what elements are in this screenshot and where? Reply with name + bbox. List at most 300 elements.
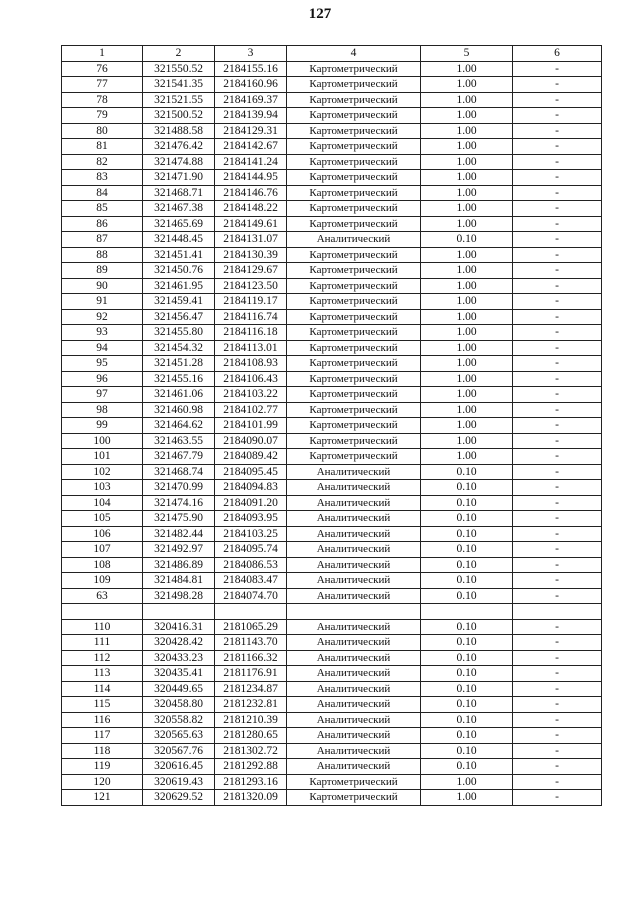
cell-accuracy: 0.10	[421, 743, 513, 759]
cell-note: -	[513, 681, 602, 697]
table-row	[62, 278, 602, 294]
table-row	[62, 294, 602, 310]
cell-method: Картометрический	[287, 108, 421, 124]
cell-coord-y: 2184103.25	[215, 526, 287, 542]
header-row	[62, 46, 602, 62]
table-row	[62, 604, 602, 620]
cell-coord-x: 321486.89	[143, 557, 215, 573]
cell-accuracy: 0.10	[421, 464, 513, 480]
cell-coord-y: 2184095.45	[215, 464, 287, 480]
cell-coord-y: 2184148.22	[215, 201, 287, 217]
header-cell: 1	[62, 46, 143, 62]
cell-note: -	[513, 61, 602, 77]
cell-point-number: 102	[62, 464, 143, 480]
cell-point-number: 116	[62, 712, 143, 728]
cell-method: Картометрический	[287, 325, 421, 341]
cell-method: Картометрический	[287, 154, 421, 170]
cell-point-number: 115	[62, 697, 143, 713]
cell-method: Аналитический	[287, 759, 421, 775]
cell-method: Аналитический	[287, 232, 421, 248]
cell-accuracy: 1.00	[421, 278, 513, 294]
cell-method: Картометрический	[287, 371, 421, 387]
cell-accuracy: 0.10	[421, 666, 513, 682]
cell-point-number: 106	[62, 526, 143, 542]
cell-point-number: 99	[62, 418, 143, 434]
cell-note: -	[513, 185, 602, 201]
table-row	[62, 588, 602, 604]
cell-point-number: 93	[62, 325, 143, 341]
cell-coord-y: 2184074.70	[215, 588, 287, 604]
table-row	[62, 542, 602, 558]
table-row	[62, 573, 602, 589]
cell-accuracy: 1.00	[421, 402, 513, 418]
cell-note: -	[513, 325, 602, 341]
cell-method: Картометрический	[287, 309, 421, 325]
cell-note: -	[513, 790, 602, 806]
table-row	[62, 170, 602, 186]
cell-coord-y: 2184093.95	[215, 511, 287, 527]
cell-method: Картометрический	[287, 216, 421, 232]
cell-note: -	[513, 557, 602, 573]
table-row	[62, 77, 602, 93]
cell-note: -	[513, 526, 602, 542]
cell-coord-x: 321550.52	[143, 61, 215, 77]
cell-method: Аналитический	[287, 542, 421, 558]
cell-point-number: 107	[62, 542, 143, 558]
cell-accuracy: 0.10	[421, 650, 513, 666]
cell-method: Аналитический	[287, 650, 421, 666]
table-row	[62, 480, 602, 496]
table-header	[62, 46, 602, 62]
table-row	[62, 216, 602, 232]
cell-coord-y: 2184131.07	[215, 232, 287, 248]
cell-note: -	[513, 588, 602, 604]
table-row	[62, 790, 602, 806]
cell-method: Аналитический	[287, 728, 421, 744]
cell-accuracy: 0.10	[421, 619, 513, 635]
cell-note: -	[513, 433, 602, 449]
cell-coord-y: 2184090.07	[215, 433, 287, 449]
cell-method: Картометрический	[287, 92, 421, 108]
table-row	[62, 619, 602, 635]
cell-method: Картометрический	[287, 356, 421, 372]
cell-accuracy: 0.10	[421, 511, 513, 527]
table-row	[62, 154, 602, 170]
cell-point-number: 109	[62, 573, 143, 589]
cell-note: -	[513, 170, 602, 186]
cell-note: -	[513, 309, 602, 325]
cell-point-number: 108	[62, 557, 143, 573]
table-row	[62, 681, 602, 697]
cell-note: -	[513, 232, 602, 248]
cell-accuracy: 1.00	[421, 418, 513, 434]
cell-note: -	[513, 635, 602, 651]
cell-method: Аналитический	[287, 511, 421, 527]
cell-coord-y: 2184094.83	[215, 480, 287, 496]
cell-coord-x: 321468.74	[143, 464, 215, 480]
cell-accuracy: 0.10	[421, 495, 513, 511]
cell-accuracy: 1.00	[421, 170, 513, 186]
cell-note: -	[513, 247, 602, 263]
table-row	[62, 511, 602, 527]
cell-coord-y: 2181210.39	[215, 712, 287, 728]
cell-coord-x: 320565.63	[143, 728, 215, 744]
cell-point-number: 110	[62, 619, 143, 635]
cell-note	[513, 604, 602, 620]
table-row	[62, 728, 602, 744]
cell-coord-y: 2181280.65	[215, 728, 287, 744]
cell-coord-x	[143, 604, 215, 620]
cell-coord-y: 2184108.93	[215, 356, 287, 372]
cell-note: -	[513, 216, 602, 232]
cell-accuracy: 1.00	[421, 433, 513, 449]
table-row	[62, 387, 602, 403]
cell-accuracy: 0.10	[421, 681, 513, 697]
cell-point-number: 111	[62, 635, 143, 651]
cell-coord-x: 321463.55	[143, 433, 215, 449]
table-row	[62, 247, 602, 263]
cell-method: Аналитический	[287, 557, 421, 573]
cell-coord-x: 321482.44	[143, 526, 215, 542]
cell-accuracy: 1.00	[421, 387, 513, 403]
cell-accuracy: 0.10	[421, 759, 513, 775]
cell-method: Аналитический	[287, 743, 421, 759]
cell-coord-y: 2184142.67	[215, 139, 287, 155]
cell-coord-x: 321467.38	[143, 201, 215, 217]
cell-point-number: 113	[62, 666, 143, 682]
cell-method: Аналитический	[287, 712, 421, 728]
header-cell: 5	[421, 46, 513, 62]
cell-method: Аналитический	[287, 635, 421, 651]
cell-accuracy: 0.10	[421, 480, 513, 496]
table-row	[62, 263, 602, 279]
cell-note: -	[513, 542, 602, 558]
cell-point-number: 96	[62, 371, 143, 387]
cell-coord-x: 321475.90	[143, 511, 215, 527]
cell-coord-y: 2184089.42	[215, 449, 287, 465]
cell-point-number: 97	[62, 387, 143, 403]
cell-coord-x: 321455.80	[143, 325, 215, 341]
cell-accuracy: 1.00	[421, 139, 513, 155]
cell-coord-y: 2184129.67	[215, 263, 287, 279]
cell-coord-y: 2184149.61	[215, 216, 287, 232]
header-cell: 4	[287, 46, 421, 62]
cell-accuracy: 1.00	[421, 201, 513, 217]
cell-method: Аналитический	[287, 573, 421, 589]
table-row	[62, 108, 602, 124]
cell-note: -	[513, 573, 602, 589]
cell-coord-y: 2184139.94	[215, 108, 287, 124]
cell-note: -	[513, 154, 602, 170]
cell-coord-y: 2184091.20	[215, 495, 287, 511]
cell-coord-x: 321476.42	[143, 139, 215, 155]
cell-accuracy: 1.00	[421, 123, 513, 139]
cell-accuracy: 1.00	[421, 108, 513, 124]
cell-coord-y: 2184086.53	[215, 557, 287, 573]
cell-note: -	[513, 650, 602, 666]
cell-note: -	[513, 201, 602, 217]
cell-point-number: 95	[62, 356, 143, 372]
cell-coord-y: 2184169.37	[215, 92, 287, 108]
cell-coord-x: 320433.23	[143, 650, 215, 666]
cell-coord-x: 321450.76	[143, 263, 215, 279]
cell-coord-x: 320416.31	[143, 619, 215, 635]
cell-point-number: 87	[62, 232, 143, 248]
cell-method: Аналитический	[287, 526, 421, 542]
cell-point-number: 78	[62, 92, 143, 108]
cell-point-number: 119	[62, 759, 143, 775]
table-row	[62, 635, 602, 651]
cell-accuracy: 1.00	[421, 247, 513, 263]
cell-note: -	[513, 464, 602, 480]
cell-accuracy: 0.10	[421, 635, 513, 651]
cell-coord-x: 321460.98	[143, 402, 215, 418]
cell-coord-y: 2184160.96	[215, 77, 287, 93]
cell-coord-x: 321470.99	[143, 480, 215, 496]
cell-coord-y: 2181293.16	[215, 774, 287, 790]
cell-point-number: 101	[62, 449, 143, 465]
cell-note: -	[513, 278, 602, 294]
cell-method: Картометрический	[287, 774, 421, 790]
table-row	[62, 340, 602, 356]
header-cell: 2	[143, 46, 215, 62]
cell-coord-x: 320449.65	[143, 681, 215, 697]
cell-coord-x: 321464.62	[143, 418, 215, 434]
cell-note: -	[513, 619, 602, 635]
cell-note: -	[513, 294, 602, 310]
cell-accuracy: 1.00	[421, 92, 513, 108]
cell-accuracy: 1.00	[421, 61, 513, 77]
cell-point-number: 88	[62, 247, 143, 263]
cell-method: Картометрический	[287, 185, 421, 201]
cell-point-number: 81	[62, 139, 143, 155]
cell-point-number: 77	[62, 77, 143, 93]
cell-coord-y: 2184106.43	[215, 371, 287, 387]
table-row	[62, 650, 602, 666]
cell-method: Аналитический	[287, 681, 421, 697]
cell-method: Картометрический	[287, 170, 421, 186]
cell-note: -	[513, 712, 602, 728]
header-cell: 3	[215, 46, 287, 62]
cell-point-number: 89	[62, 263, 143, 279]
cell-note: -	[513, 387, 602, 403]
cell-coord-x: 321474.16	[143, 495, 215, 511]
cell-coord-y: 2181292.88	[215, 759, 287, 775]
cell-coord-x: 321461.06	[143, 387, 215, 403]
cell-method: Аналитический	[287, 495, 421, 511]
cell-point-number: 76	[62, 61, 143, 77]
table-row	[62, 449, 602, 465]
cell-method: Картометрический	[287, 433, 421, 449]
cell-accuracy: 1.00	[421, 263, 513, 279]
cell-coord-x: 321521.55	[143, 92, 215, 108]
table-row	[62, 697, 602, 713]
cell-point-number: 103	[62, 480, 143, 496]
cell-coord-y: 2181234.87	[215, 681, 287, 697]
cell-accuracy: 0.10	[421, 712, 513, 728]
table-row	[62, 526, 602, 542]
cell-accuracy: 1.00	[421, 309, 513, 325]
cell-method: Картометрический	[287, 77, 421, 93]
cell-point-number: 91	[62, 294, 143, 310]
cell-coord-x: 321471.90	[143, 170, 215, 186]
cell-coord-y: 2184129.31	[215, 123, 287, 139]
cell-note: -	[513, 108, 602, 124]
cell-method: Картометрический	[287, 387, 421, 403]
cell-note: -	[513, 666, 602, 682]
cell-method: Картометрический	[287, 790, 421, 806]
cell-accuracy: 0.10	[421, 526, 513, 542]
cell-method: Картометрический	[287, 418, 421, 434]
cell-note: -	[513, 123, 602, 139]
cell-accuracy: 1.00	[421, 449, 513, 465]
cell-coord-x: 321454.32	[143, 340, 215, 356]
table-row	[62, 495, 602, 511]
coordinates-table	[61, 45, 602, 806]
cell-coord-y: 2184146.76	[215, 185, 287, 201]
cell-point-number: 121	[62, 790, 143, 806]
table-body	[62, 61, 602, 805]
cell-method: Картометрический	[287, 402, 421, 418]
cell-note: -	[513, 92, 602, 108]
cell-accuracy: 1.00	[421, 77, 513, 93]
cell-coord-y: 2184095.74	[215, 542, 287, 558]
cell-point-number: 90	[62, 278, 143, 294]
cell-method: Аналитический	[287, 697, 421, 713]
cell-coord-x: 321459.41	[143, 294, 215, 310]
cell-accuracy: 1.00	[421, 790, 513, 806]
table-row	[62, 139, 602, 155]
cell-coord-x: 321451.28	[143, 356, 215, 372]
cell-method: Картометрический	[287, 201, 421, 217]
cell-accuracy: 1.00	[421, 325, 513, 341]
cell-accuracy: 1.00	[421, 371, 513, 387]
cell-point-number: 100	[62, 433, 143, 449]
cell-note: -	[513, 77, 602, 93]
cell-note: -	[513, 697, 602, 713]
cell-method: Аналитический	[287, 666, 421, 682]
table-row	[62, 61, 602, 77]
cell-point-number: 86	[62, 216, 143, 232]
cell-coord-y: 2181302.72	[215, 743, 287, 759]
cell-coord-x: 320558.82	[143, 712, 215, 728]
cell-coord-x: 321455.16	[143, 371, 215, 387]
cell-coord-y: 2184119.17	[215, 294, 287, 310]
cell-note: -	[513, 511, 602, 527]
cell-method: Аналитический	[287, 619, 421, 635]
cell-point-number: 98	[62, 402, 143, 418]
cell-coord-y: 2184116.74	[215, 309, 287, 325]
cell-coord-y: 2181143.70	[215, 635, 287, 651]
table-row	[62, 371, 602, 387]
cell-accuracy: 0.10	[421, 728, 513, 744]
cell-note: -	[513, 743, 602, 759]
cell-point-number: 63	[62, 588, 143, 604]
cell-note: -	[513, 759, 602, 775]
cell-accuracy: 0.10	[421, 588, 513, 604]
cell-method: Картометрический	[287, 247, 421, 263]
table-row	[62, 185, 602, 201]
table-row	[62, 666, 602, 682]
cell-coord-y: 2181232.81	[215, 697, 287, 713]
table-row	[62, 712, 602, 728]
cell-coord-y: 2181166.32	[215, 650, 287, 666]
cell-coord-x: 320567.76	[143, 743, 215, 759]
cell-note: -	[513, 774, 602, 790]
cell-note: -	[513, 340, 602, 356]
cell-method: Аналитический	[287, 588, 421, 604]
cell-coord-y: 2184155.16	[215, 61, 287, 77]
table-row	[62, 557, 602, 573]
cell-point-number: 80	[62, 123, 143, 139]
cell-point-number: 117	[62, 728, 143, 744]
cell-point-number: 94	[62, 340, 143, 356]
table-row	[62, 325, 602, 341]
cell-accuracy: 0.10	[421, 542, 513, 558]
table-row	[62, 123, 602, 139]
cell-coord-x: 321448.45	[143, 232, 215, 248]
cell-method: Картометрический	[287, 61, 421, 77]
cell-coord-x: 321474.88	[143, 154, 215, 170]
table-row	[62, 743, 602, 759]
cell-point-number: 82	[62, 154, 143, 170]
cell-accuracy: 1.00	[421, 185, 513, 201]
cell-method: Картометрический	[287, 278, 421, 294]
table-row	[62, 232, 602, 248]
cell-coord-y: 2184116.18	[215, 325, 287, 341]
cell-coord-x: 321484.81	[143, 573, 215, 589]
cell-coord-x: 320458.80	[143, 697, 215, 713]
cell-coord-x: 321541.35	[143, 77, 215, 93]
cell-note: -	[513, 449, 602, 465]
cell-point-number: 112	[62, 650, 143, 666]
cell-coord-y: 2181176.91	[215, 666, 287, 682]
cell-note: -	[513, 139, 602, 155]
cell-accuracy: 0.10	[421, 573, 513, 589]
cell-coord-y: 2184102.77	[215, 402, 287, 418]
cell-note: -	[513, 263, 602, 279]
cell-coord-y: 2184103.22	[215, 387, 287, 403]
cell-coord-x: 321456.47	[143, 309, 215, 325]
cell-coord-y: 2184083.47	[215, 573, 287, 589]
cell-accuracy: 1.00	[421, 154, 513, 170]
cell-coord-y: 2181320.09	[215, 790, 287, 806]
table-row	[62, 464, 602, 480]
table-row	[62, 402, 602, 418]
cell-point-number: 114	[62, 681, 143, 697]
cell-coord-y: 2184141.24	[215, 154, 287, 170]
cell-method: Аналитический	[287, 480, 421, 496]
cell-coord-y: 2184130.39	[215, 247, 287, 263]
cell-accuracy: 1.00	[421, 356, 513, 372]
cell-point-number	[62, 604, 143, 620]
table-row	[62, 774, 602, 790]
cell-accuracy: 1.00	[421, 774, 513, 790]
cell-accuracy: 0.10	[421, 557, 513, 573]
cell-coord-x: 320619.43	[143, 774, 215, 790]
table-row	[62, 759, 602, 775]
cell-point-number: 85	[62, 201, 143, 217]
cell-coord-x: 321451.41	[143, 247, 215, 263]
cell-note: -	[513, 418, 602, 434]
cell-coord-x: 320435.41	[143, 666, 215, 682]
table-row	[62, 356, 602, 372]
cell-point-number: 120	[62, 774, 143, 790]
cell-note: -	[513, 371, 602, 387]
cell-point-number: 84	[62, 185, 143, 201]
cell-coord-x: 321465.69	[143, 216, 215, 232]
cell-note: -	[513, 480, 602, 496]
